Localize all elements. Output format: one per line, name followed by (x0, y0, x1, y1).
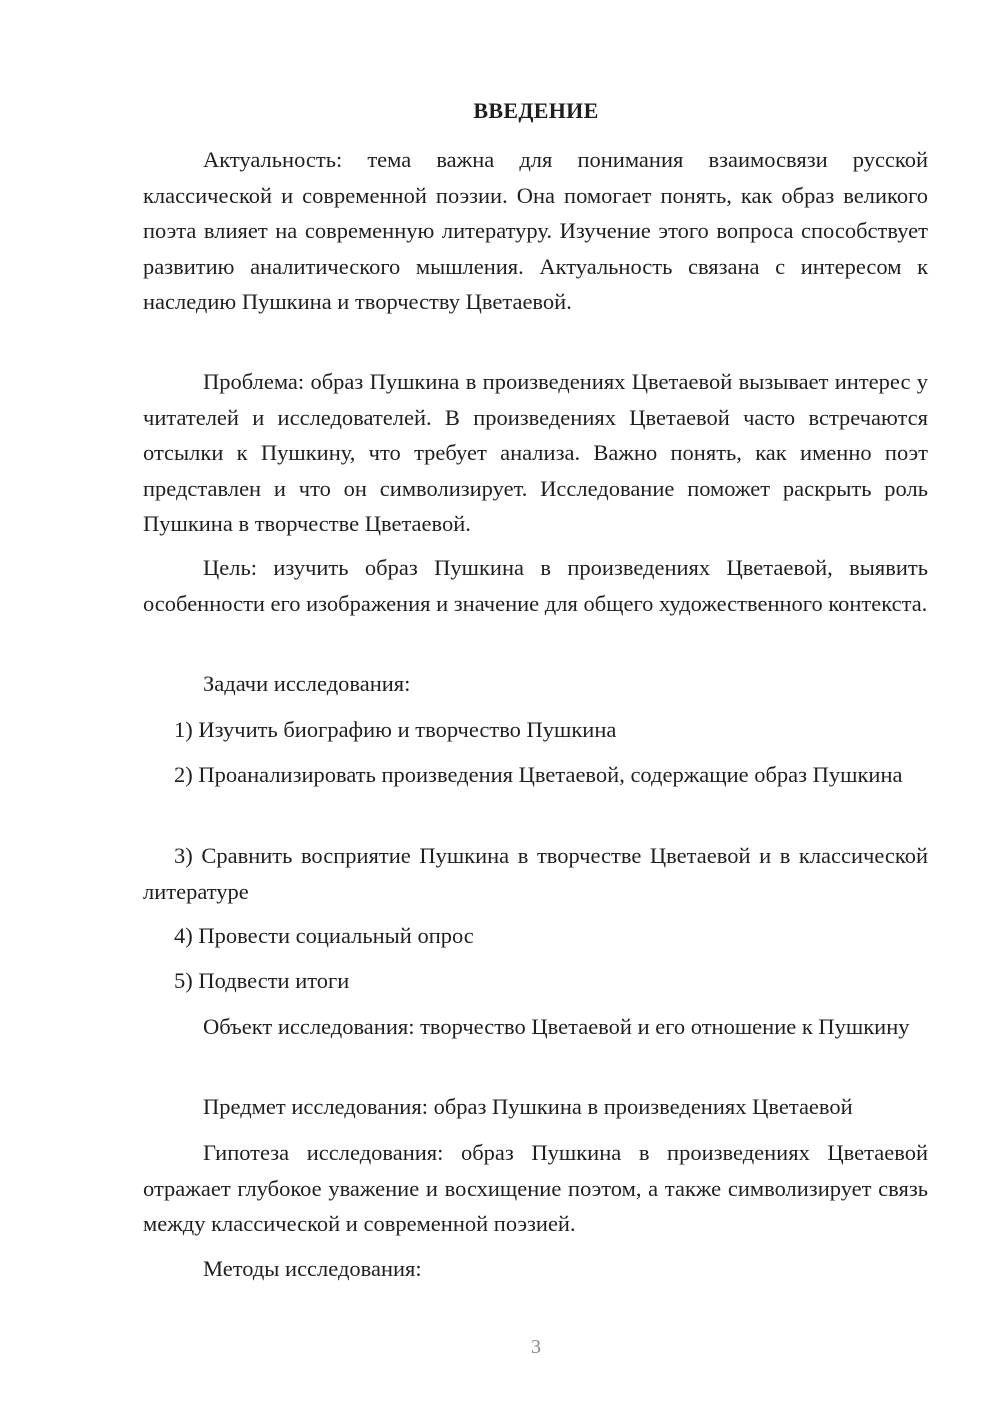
problem-paragraph: Проблема: образ Пушкина в произведениях Цветаевой вызывает интерес у читателей и исследователей. В произведениях Цветаевой часто встречаются отсылки к Пушкину, что требует анализа. Важно понять, как именно поэт представлен и что он символизирует. Исследование поможет раскрыть роль Пушкина в творчестве Цветаевой. (143, 369, 928, 536)
goal-paragraph: Цель: изучить образ Пушкина в произведениях Цветаевой, выявить особенности его изображения и значение для общего художественного контекста. (143, 555, 928, 616)
task-item-3: 3) Сравнить восприятие Пушкина в творчестве Цветаевой и в классической литературе (143, 843, 928, 904)
tasks-heading: Задачи исследования: (203, 671, 411, 696)
page-title: ВВЕДЕНИЕ (473, 98, 599, 123)
subject-paragraph: Предмет исследования: образ Пушкина в произведениях Цветаевой (203, 1094, 853, 1119)
task-item-2: 2) Проанализировать произведения Цветаевой, содержащие образ Пушкина (174, 762, 903, 787)
task-item-1: 1) Изучить биографию и творчество Пушкина (174, 717, 617, 742)
object-paragraph: Объект исследования: творчество Цветаевой и его отношение к Пушкину (203, 1014, 910, 1039)
hypothesis-paragraph: Гипотеза исследования: образ Пушкина в произведениях Цветаевой отражает глубокое уважение и восхищение поэтом, а также символизирует связь между классической и современной поэзией. (143, 1140, 928, 1236)
task-item-4: 4) Провести социальный опрос (174, 923, 474, 948)
relevance-paragraph: Актуальность: тема важна для понимания взаимосвязи русской классической и современной поэзии. Она помогает понять, как образ великого поэта влияет на современную литературу. Изучение этого вопроса способствует развитию аналитического мышления. Актуальность связана с интересом к наследию Пушкина и творчеству Цветаевой. (143, 147, 928, 314)
methods-heading: Методы исследования: (203, 1256, 422, 1281)
page-number: 3 (531, 1336, 541, 1358)
task-item-5: 5) Подвести итоги (174, 968, 350, 993)
